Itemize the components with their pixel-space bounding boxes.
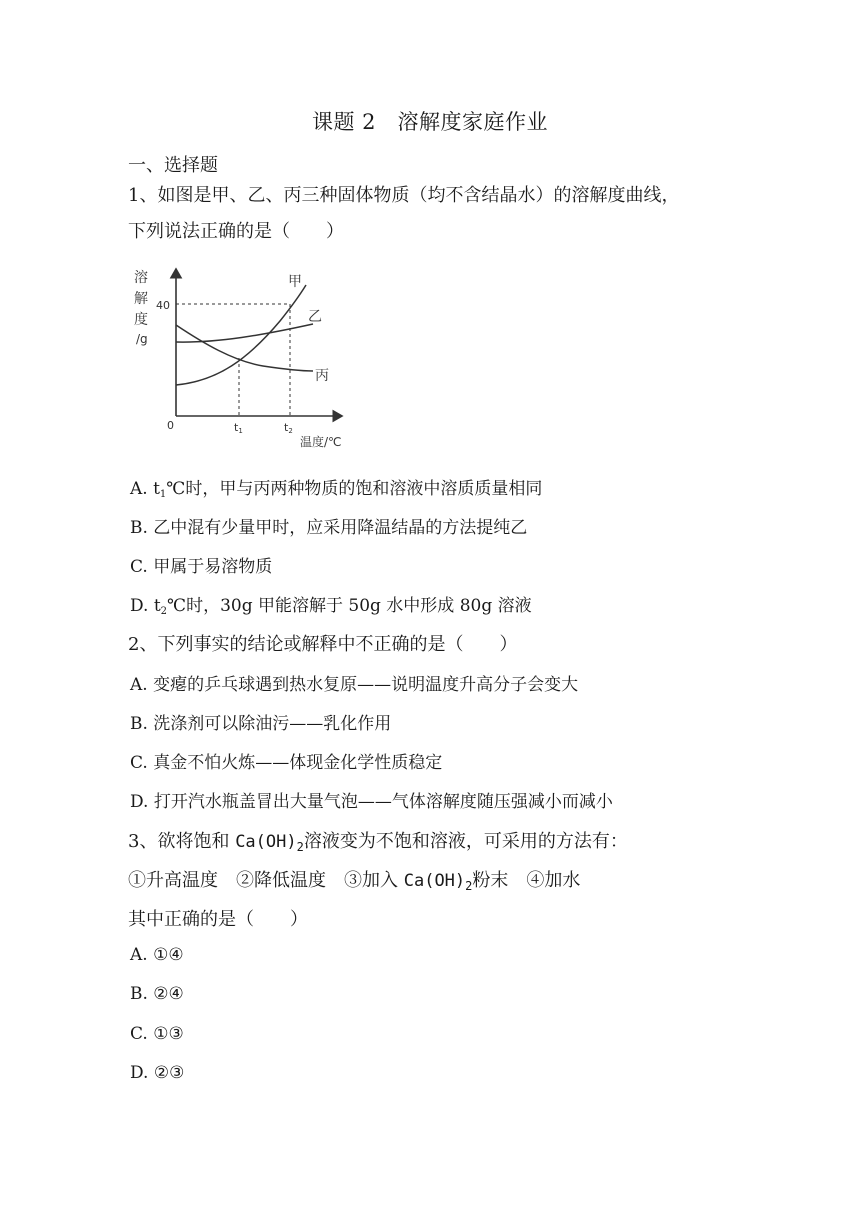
q1-option-a: A. $t_1℃$时，甲与丙两种物质的饱和溶液中溶质质量相同	[130, 479, 543, 500]
q2-stem: 2、下列事实的结论或解释中不正确的是（ ）	[128, 634, 518, 655]
y-label-3: 度	[134, 312, 148, 328]
x-tick-t1: t1	[234, 421, 243, 435]
q1-option-d: D. $t_2℃$时，30g 甲能溶解于 50g 水中形成 80g 溶液	[130, 596, 532, 617]
x-tick-t2: t2	[284, 421, 293, 435]
q3-option-a: A. ①④	[130, 945, 184, 965]
y-label-2: 解	[134, 291, 148, 307]
q1-option-b: B. 乙中混有少量甲时，应采用降温结晶的方法提纯乙	[130, 518, 528, 538]
label-yi: 乙	[308, 309, 322, 325]
section-heading: 一、选择题	[128, 155, 218, 176]
q1-stem-line1: 1、如图是甲、乙、丙三种固体物质（均不含结晶水）的溶解度曲线，	[128, 185, 680, 206]
q1-option-c: C. 甲属于易溶物质	[130, 557, 273, 577]
solubility-chart	[128, 263, 368, 453]
q2-option-a: A. 变瘪的乒乓球遇到热水复原——说明温度升高分子会变大	[130, 675, 579, 695]
q3-methods: ①升高温度 ②降低温度 ③加入 $Ca(OH)_2$粉末 ④加水	[128, 870, 581, 893]
q3-option-b: B. ②④	[130, 984, 184, 1004]
q1-stem-line2: 下列说法正确的是（ ）	[128, 221, 344, 242]
q3-option-c: C. ①③	[130, 1024, 184, 1044]
q3-option-d: D. ②③	[130, 1063, 185, 1083]
q2-option-c: C. 真金不怕火炼——体现金化学性质稳定	[130, 753, 443, 773]
page-title: 课题 2 溶解度家庭作业	[311, 110, 549, 134]
curve-yi	[176, 324, 313, 342]
q2-option-b: B. 洗涤剂可以除油污——乳化作用	[130, 714, 392, 734]
q3-ask: 其中正确的是（ ）	[128, 909, 308, 930]
y-label-1: 溶	[134, 270, 148, 286]
x-axis-label: 温度/℃	[300, 435, 342, 449]
label-bing: 丙	[315, 368, 329, 384]
origin-label: 0	[167, 419, 174, 432]
y-tick-40: 40	[156, 299, 170, 312]
curve-bing	[176, 325, 313, 371]
curve-jia	[176, 285, 306, 385]
q3-stem: 3、欲将饱和 $Ca(OH)_2$溶液变为不饱和溶液，可采用的方法有：	[128, 831, 628, 854]
label-jia: 甲	[288, 274, 302, 290]
q2-option-d: D. 打开汽水瓶盖冒出大量气泡——气体溶解度随压强减小而减小	[130, 792, 613, 812]
y-label-4: /g	[136, 332, 148, 346]
